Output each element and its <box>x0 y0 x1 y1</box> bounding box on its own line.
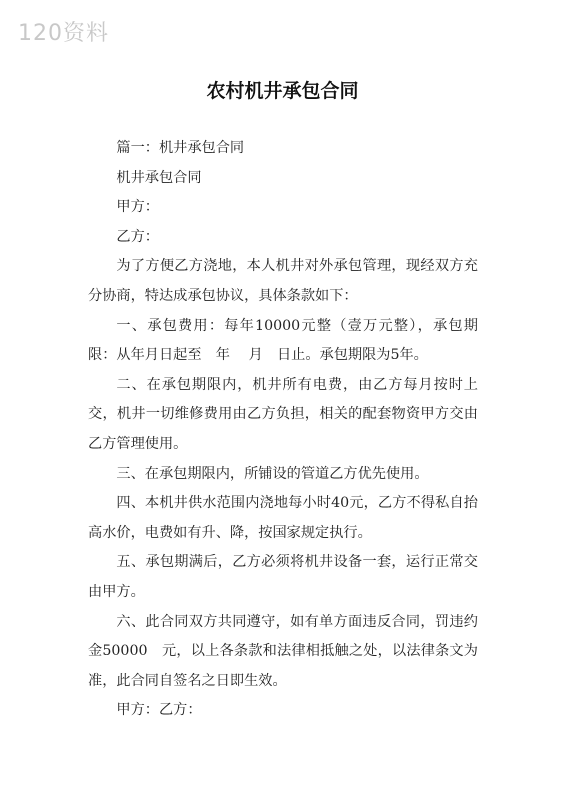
party-a-line: 甲方： <box>116 199 159 216</box>
signature-line: 甲方：乙方： <box>116 702 202 719</box>
document-title: 农村机井承包合同 <box>206 80 359 102</box>
clause-6: 六、此合同双方共同遵守，如有单方面违反合同，罚违约金50000 元，以上各条款和法律相抵触之处，以法律条文为准，此合同自签名之日即生效。 <box>88 613 478 689</box>
clause-2: 二、在承包期限内，机井所有电费，由乙方每月按时上交，机井一切维修费用由乙方负担，相关的配套物资甲方交由乙方管理使用。 <box>88 376 478 452</box>
intro-paragraph: 为了方便乙方浇地，本人机井对外承包管理，现经双方充分协商，特达成承包协议，具体条款如下： <box>88 258 478 304</box>
clause-4: 四、本机井供水范围内浇地每小时40元，乙方不得私自抬高水价，电费如有升、降，按国家规定执行。 <box>88 495 478 541</box>
clause-3: 三、在承包期限内，所铺设的管道乙方优先使用。 <box>116 465 429 482</box>
section-heading: 篇一：机井承包合同 <box>116 140 245 156</box>
party-b-line: 乙方： <box>116 228 159 245</box>
document-body <box>88 134 478 726</box>
contract-name: 机井承包合同 <box>116 169 202 186</box>
clause-5: 五、承包期满后，乙方必须将机井设备一套，运行正常交由甲方。 <box>88 554 478 600</box>
watermark: 120资料 <box>18 21 109 46</box>
clause-1: 一、承包费用：每年10000元整（壹万元整），承包期限：从年月日起至 年 月 日止。承包期限为5年。 <box>88 317 478 364</box>
